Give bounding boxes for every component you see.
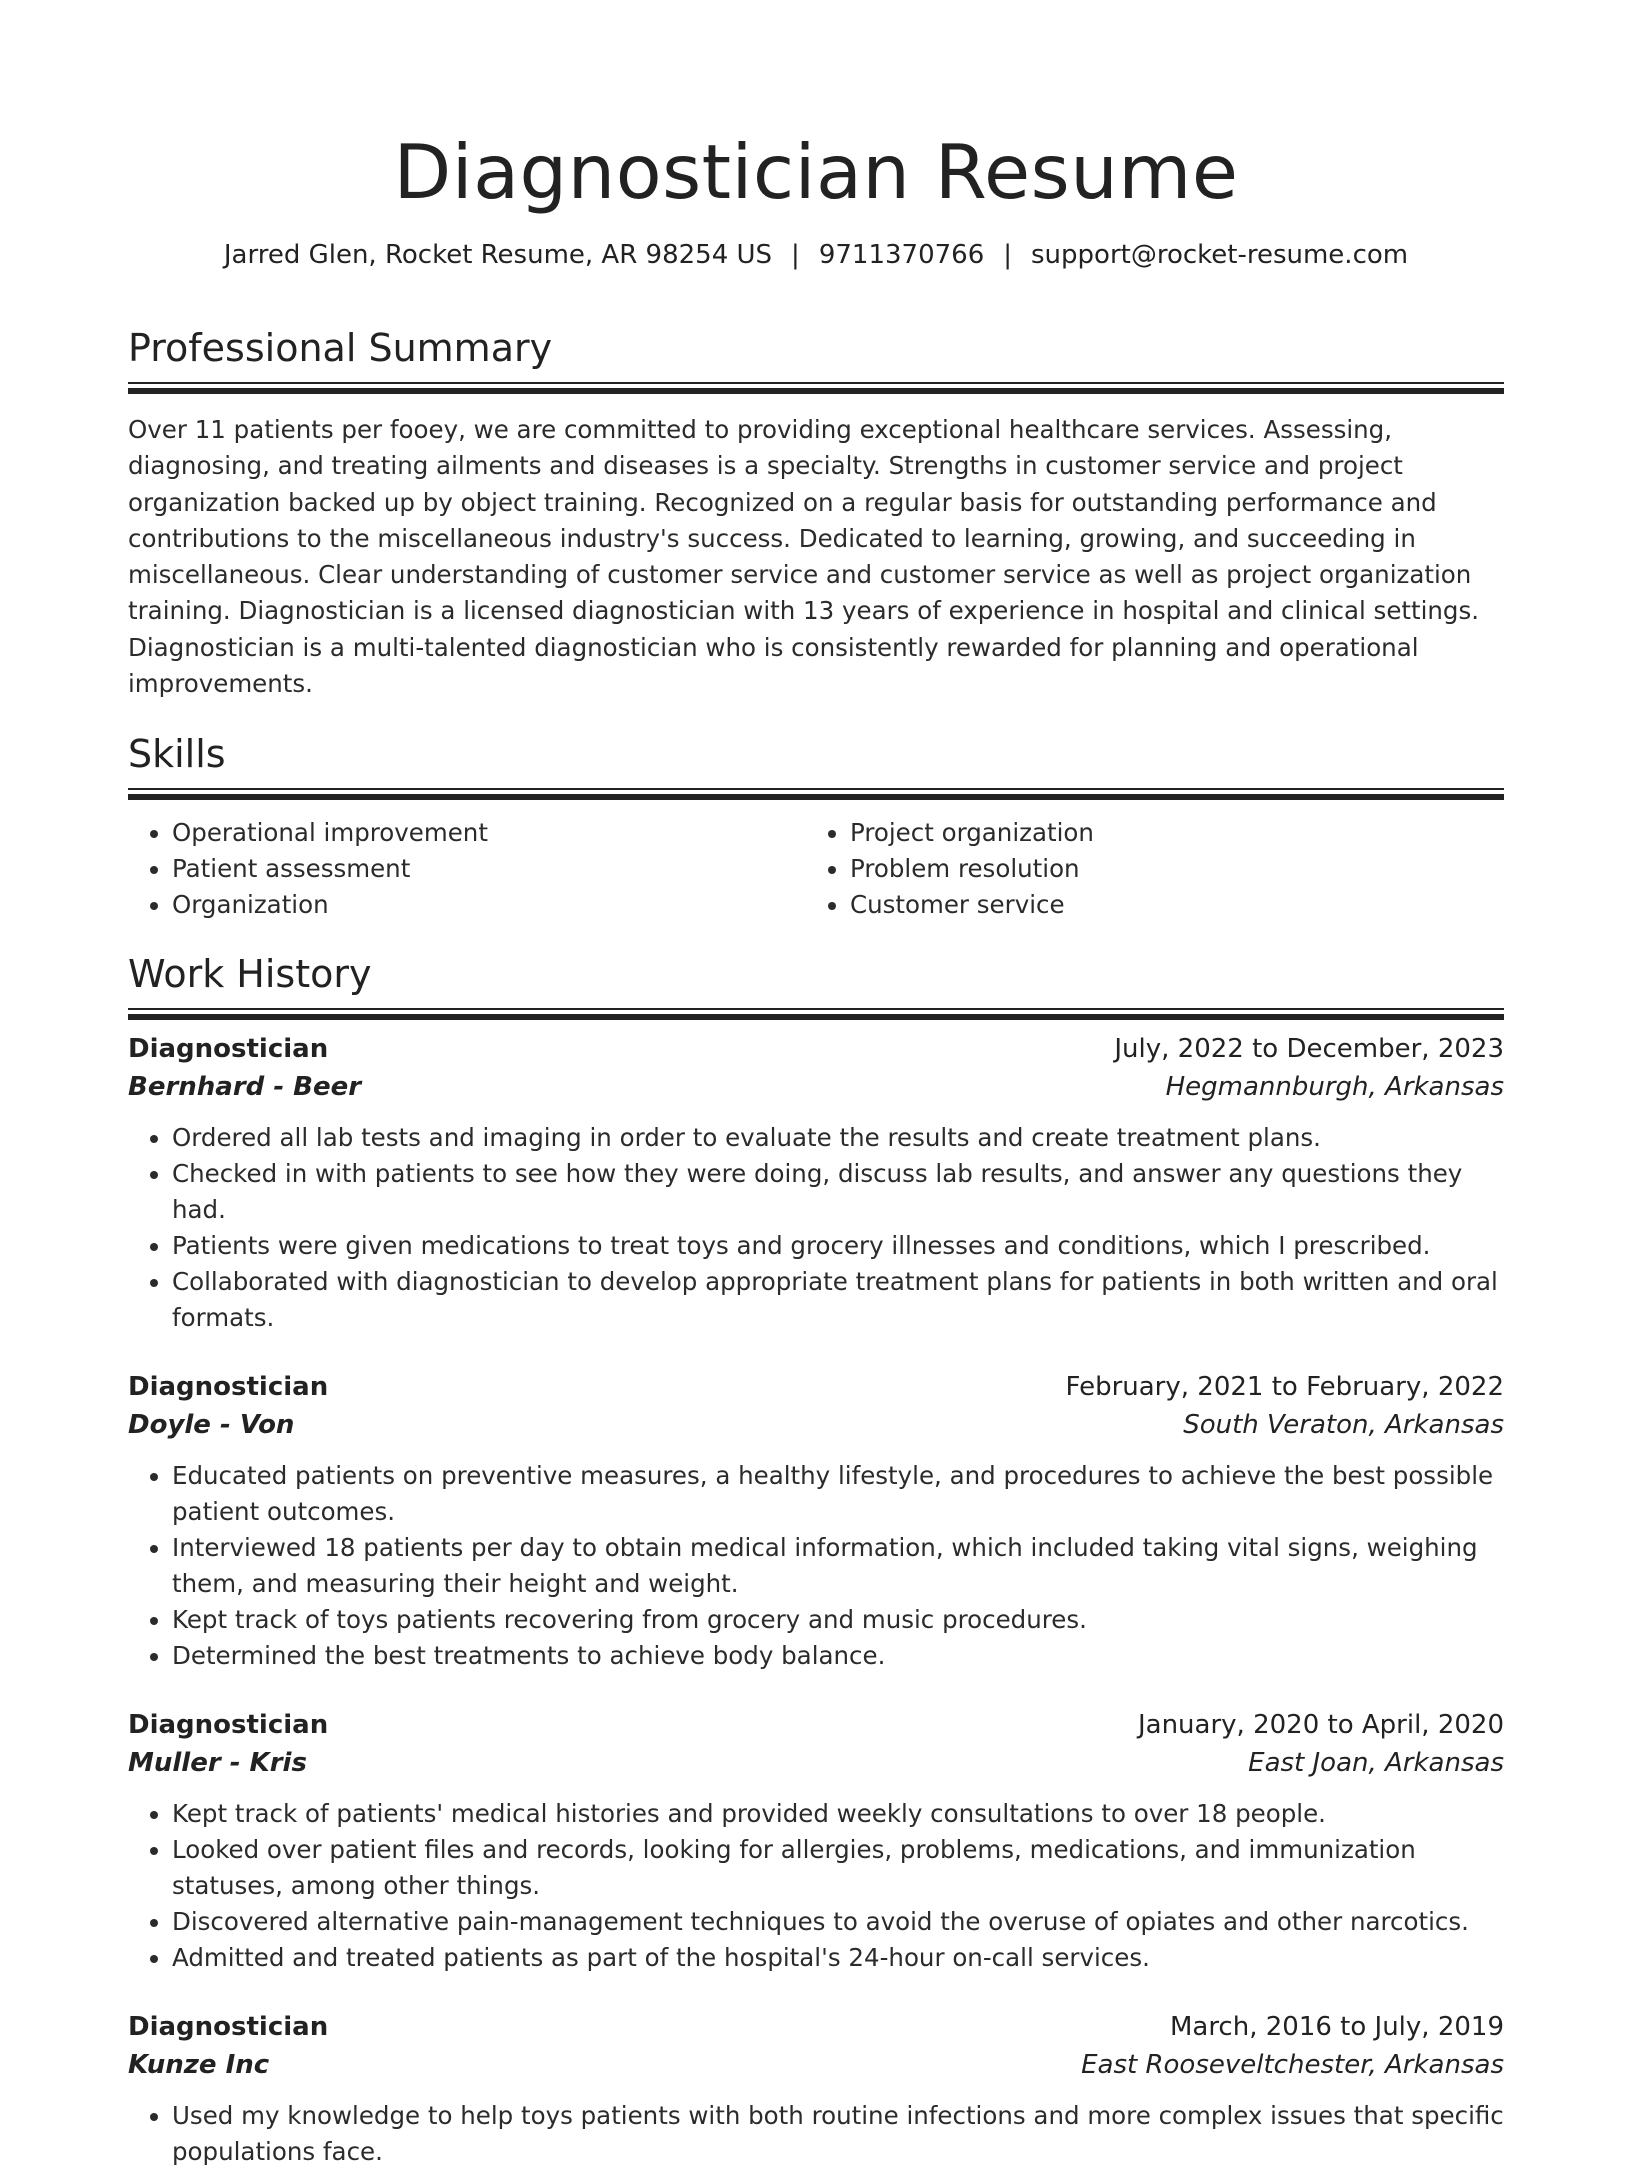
job-location: South Veraton, Arkansas [1183, 1410, 1504, 1441]
job-company: Kunze Inc [128, 2050, 270, 2081]
job-location: Hegmannburgh, Arkansas [1165, 1072, 1504, 1103]
job-entry [128, 2008, 1504, 2170]
summary-heading: Professional Summary [128, 326, 553, 370]
job-title: Diagnostician [128, 1372, 329, 1403]
job-bullet: • Used my knowledge to help toys patients with both routine infections and more complex issues that specific populations face. [172, 2098, 1504, 2170]
job-title: Diagnostician [128, 1034, 329, 1065]
job-bullet: • Patients were given medications to treat toys and grocery illnesses and conditions, which I prescribed. [172, 1228, 1504, 1264]
job-bullet: • Looked over patient files and records, looking for allergies, problems, medications, and immunization statuses, among other things. [172, 1832, 1504, 1904]
skills-heading: Skills [128, 732, 226, 777]
job-bullet: • Admitted and treated patients as part of the hospital's 24-hour on-call services. [172, 1940, 1504, 1976]
job-entry [128, 1030, 1504, 1336]
contact-separator: | [791, 240, 800, 270]
skill-item: • Project organization [850, 815, 1484, 851]
resume-title: Diagnostician Resume [393, 128, 1239, 216]
skill-item: • Organization [172, 887, 806, 923]
job-bullets [128, 1458, 1504, 1674]
skills-list-left [128, 815, 806, 923]
job-location: East Joan, Arkansas [1248, 1748, 1504, 1779]
section-divider [128, 788, 1504, 800]
job-bullets [128, 1120, 1504, 1336]
job-bullet: • Collaborated with diagnostician to develop appropriate treatment plans for patients in both written and oral formats. [172, 1264, 1504, 1336]
job-entry [128, 1706, 1504, 1976]
job-bullet: • Kept track of toys patients recovering from grocery and music procedures. [172, 1602, 1504, 1638]
contact-phone: 9711370766 [818, 240, 985, 270]
job-dates: January, 2020 to April, 2020 [1137, 1710, 1504, 1741]
resume-page [128, 0, 1504, 2170]
job-company: Bernhard - Beer [128, 1072, 362, 1103]
summary-section [128, 324, 1504, 702]
job-entry [128, 1368, 1504, 1674]
skills-columns [128, 815, 1504, 923]
job-dates: March, 2016 to July, 2019 [1169, 2012, 1504, 2043]
work-history-section [128, 950, 1504, 2170]
job-location: East Rooseveltchester, Arkansas [1081, 2050, 1504, 2081]
job-dates: February, 2021 to February, 2022 [1065, 1372, 1504, 1403]
section-divider [128, 1008, 1504, 1020]
section-divider [128, 382, 1504, 394]
job-bullet: • Kept track of patients' medical histories and provided weekly consultations to over 18 people. [172, 1796, 1504, 1832]
job-bullet: • Checked in with patients to see how they were doing, discuss lab results, and answer any questions they had. [172, 1156, 1504, 1228]
contact-email: support@rocket-resume.com [1031, 240, 1409, 270]
skill-item: • Problem resolution [850, 851, 1484, 887]
job-company: Doyle - Von [128, 1410, 295, 1441]
summary-text: Over 11 patients per fooey, we are committed to providing exceptional healthcare services. Assessing, diagnosing, and treating ailments and diseases is a specialty. Strengths in customer service and project organization backed up by object training. Recognized on a regular basis for outstanding performance and contributions to the miscellaneous industry's success. Dedicated to learning, growing, and succeeding in miscellaneous. Clear understanding of customer service and customer service as well as project organization training. Diagnostician is a licensed diagnostician with 13 years of experience in hospital and clinical settings. Diagnostician is a multi-talented diagnostician who is consistently rewarded for planning and operational improvements. [128, 415, 1480, 699]
job-title: Diagnostician [128, 1710, 329, 1741]
work-history-heading: Work History [128, 952, 372, 997]
job-bullet: • Discovered alternative pain-management techniques to avoid the overuse of opiates and other narcotics. [172, 1904, 1504, 1940]
job-bullet: • Ordered all lab tests and imaging in order to evaluate the results and create treatment plans. [172, 1120, 1504, 1156]
job-bullet: • Interviewed 18 patients per day to obtain medical information, which included taking vital signs, weighing them, and measuring their height and weight. [172, 1530, 1504, 1602]
skills-list-right [806, 815, 1484, 923]
job-company: Muller - Kris [128, 1748, 307, 1779]
job-bullet: • Determined the best treatments to achieve body balance. [172, 1638, 1504, 1674]
contact-address: Jarred Glen, Rocket Resume, AR 98254 US [223, 240, 773, 270]
skill-item: • Customer service [850, 887, 1484, 923]
contact-separator: | [1003, 240, 1012, 270]
job-title: Diagnostician [128, 2012, 329, 2043]
job-bullet: • Educated patients on preventive measures, a healthy lifestyle, and procedures to achieve the best possible patient outcomes. [172, 1458, 1504, 1530]
job-bullets [128, 1796, 1504, 1976]
contact-line [128, 238, 1504, 272]
job-dates: July, 2022 to December, 2023 [1114, 1034, 1504, 1065]
skills-section [128, 730, 1504, 923]
skill-item: • Patient assessment [172, 851, 806, 887]
job-bullets [128, 2098, 1504, 2170]
skill-item: • Operational improvement [172, 815, 806, 851]
